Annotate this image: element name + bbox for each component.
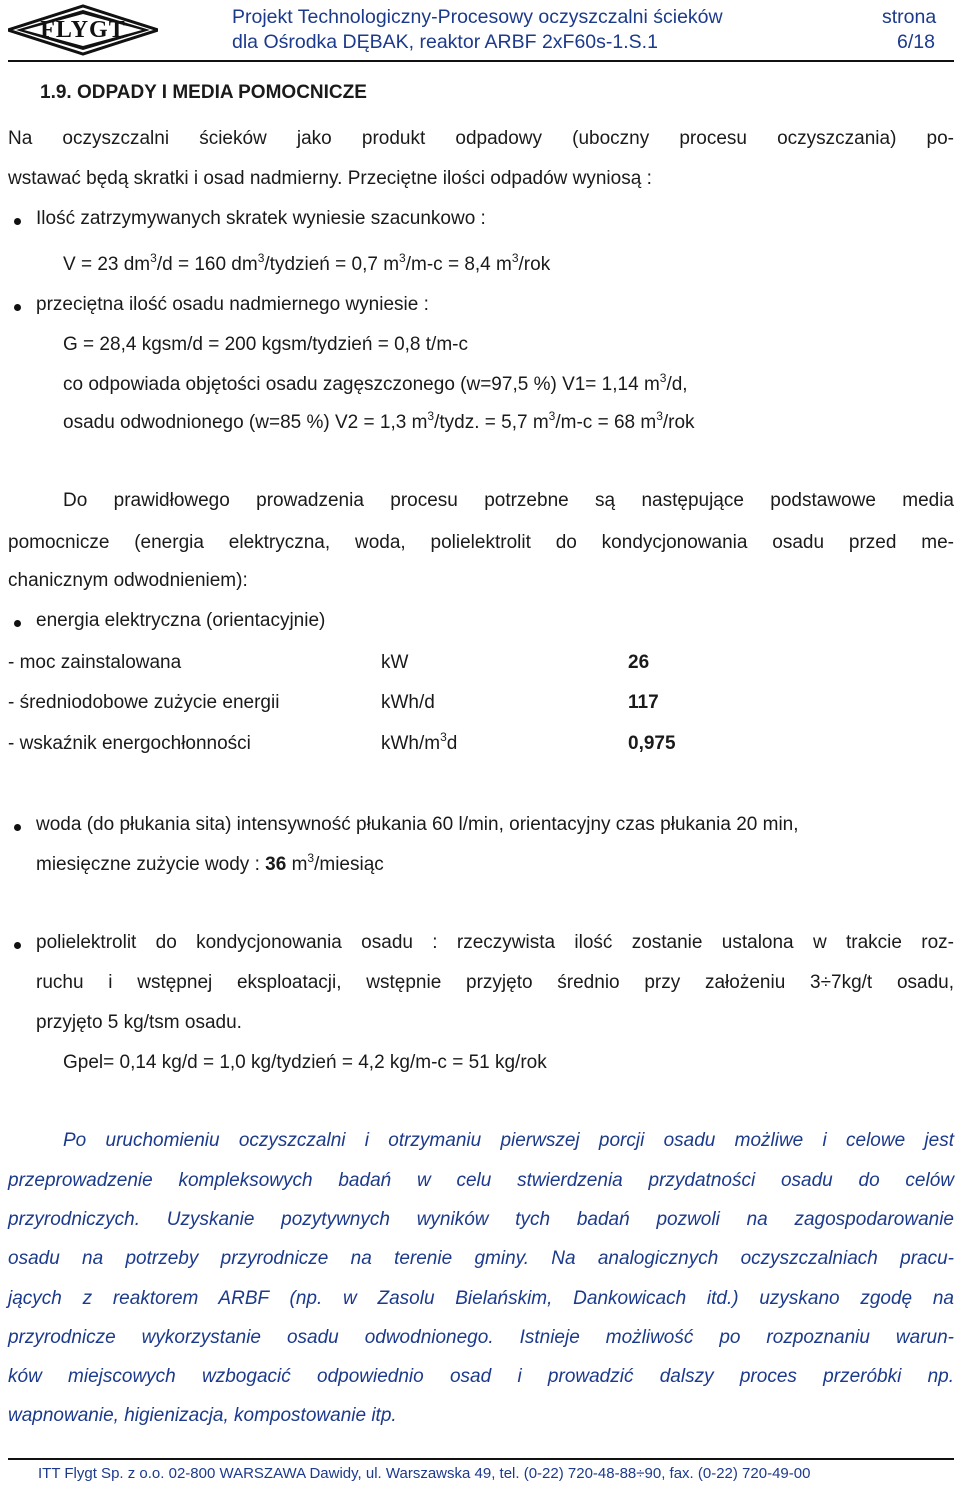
polymer-gpel: Gpel= 0,14 kg/d = 1,0 kg/tydzień = 4,2 kg/m-c = 51 kg/rok <box>63 1052 547 1073</box>
energy-row-unit: kW <box>381 652 409 673</box>
osad-text: przeciętna ilość osadu nadmiernego wyniesie : <box>36 294 429 315</box>
osad-v1-line: co odpowiada objętości osadu zagęszczonego (w=97,5 %) V1= 1,14 $m^3/d$, <box>63 371 688 395</box>
water-line2: miesięczne zużycie wody : 36 $m^3$/miesiąc <box>36 851 384 875</box>
energy-bullet: energia elektryczna (orientacyjnie) <box>36 610 326 631</box>
polymer-line2: ruchu i wstępnej eksploatacji, wstępnie przyjęto średnio przy założeniu 3÷7kg/t osadu, <box>36 972 954 993</box>
intro-line1: Na oczyszczalni ścieków jako produkt odpadowy (uboczny procesu oczyszczania) po- <box>8 128 954 149</box>
bullet-dot <box>14 304 21 311</box>
energy-row-value: 117 <box>628 692 659 713</box>
bullet-dot <box>14 824 21 831</box>
closing-line: przeprowadzenie kompleksowych badań w celu stwierdzenia przydatności osadu do celów <box>8 1170 954 1191</box>
flygt-logo <box>8 4 158 56</box>
header-page-label: strona <box>882 6 937 28</box>
closing-line: ków miejscowych wzbogacić odpowiednio osad i prowadzić dalszy proces przeróbki np. <box>8 1366 954 1387</box>
energy-row-label: - wskaźnik energochłonności <box>8 733 251 754</box>
footer-divider <box>8 1458 954 1460</box>
energy-row-unit: kWh/d <box>381 692 435 713</box>
closing-line: przyrodnicze wykorzystanie osadu odwodnionego. Istnieje możliwość po rozpoznaniu warun- <box>8 1327 954 1348</box>
header-divider <box>8 60 954 62</box>
header-title-line2: dla Ośrodka DĘBAK, reaktor ARBF 2xF60s-1.S.1 <box>232 31 658 53</box>
media-line3: chanicznym odwodnieniem): <box>8 570 248 591</box>
closing-line: jących z reaktorem ARBF (np. w Zasolu Bielańskim, Dankowicach itd.) uzyskano zgodę na <box>8 1288 954 1309</box>
intro-line2: wstawać będą skratki i osad nadmierny. Przeciętne ilości odpadów wyniosą : <box>8 168 652 189</box>
energy-row-value: 26 <box>628 652 650 673</box>
section-title: 1.9. ODPADY I MEDIA POMOCNICZE <box>40 82 367 103</box>
media-line1: Do prawidłowego prowadzenia procesu potrzebne są następujące podstawowe media <box>63 490 954 511</box>
closing-line: przyrodniczych. Uzyskanie pozytywnych wyników tych badań pozwoli na zagospodarowanie <box>8 1209 954 1230</box>
header-page-number: 6/18 <box>897 31 935 53</box>
water-line1: woda (do płukania sita) intensywność płukania 60 l/min, orientacyjny czas płukania 20 min, <box>36 814 799 835</box>
osad-v2-line: osadu odwodnionego (w=85 %) V2 = 1,3 $m^3$/tydz. = 5,7 $m^3/m-c = 68$ $m^3$/rok <box>63 409 695 433</box>
bullet-dot <box>14 942 21 949</box>
energy-row-unit: kWh/$m^3d$ <box>381 730 458 754</box>
closing-line: osadu na potrzeby przyrodnicze na terenie gminy. Na analogicznych oczyszczalniach pracu- <box>8 1248 954 1269</box>
polymer-line1: polielektrolit do kondycjonowania osadu : rzeczywista ilość zostanie ustalona w trakcie roz- <box>36 932 954 953</box>
energy-row-label: - moc zainstalowana <box>8 652 182 673</box>
bullet-dot <box>14 620 21 627</box>
skratki-text: Ilość zatrzymywanych skratek wyniesie szacunkowo : <box>36 208 486 229</box>
bullet-dot <box>14 218 21 225</box>
media-line2: pomocnicze (energia elektryczna, woda, polielektrolit do kondycjonowania osadu przed me- <box>8 532 954 553</box>
closing-line: Po uruchomieniu oczyszczalni i otrzymaniu pierwszej porcji osadu możliwe i celowe jest <box>63 1130 954 1151</box>
energy-row-value: 0,975 <box>628 733 676 754</box>
footer-text: ITT Flygt Sp. z o.o. 02-800 WARSZAWA Dawidy, ul. Warszawska 49, tel. (0-22) 720-48-88÷90, fax. (0-22) 720-49-00 <box>38 1465 811 1482</box>
skratki-formula: V = 23 $dm^3/d = 160$ $dm^3$/tydzień = 0,7 $m^3/m-c = 8,4$ $m^3$/rok <box>63 251 551 275</box>
header-title-line1: Projekt Technologiczny-Procesowy oczyszczalni ścieków <box>232 6 723 28</box>
logo-text: FLYGT <box>40 17 126 43</box>
energy-row-label: - średniodobowe zużycie energii <box>8 692 280 713</box>
closing-line: wapnowanie, higienizacja, kompostowanie itp. <box>8 1405 397 1426</box>
polymer-line3: przyjęto 5 kg/tsm osadu. <box>36 1012 242 1033</box>
osad-g-line: G = 28,4 kgsm/d = 200 kgsm/tydzień = 0,8 t/m-c <box>63 334 468 355</box>
